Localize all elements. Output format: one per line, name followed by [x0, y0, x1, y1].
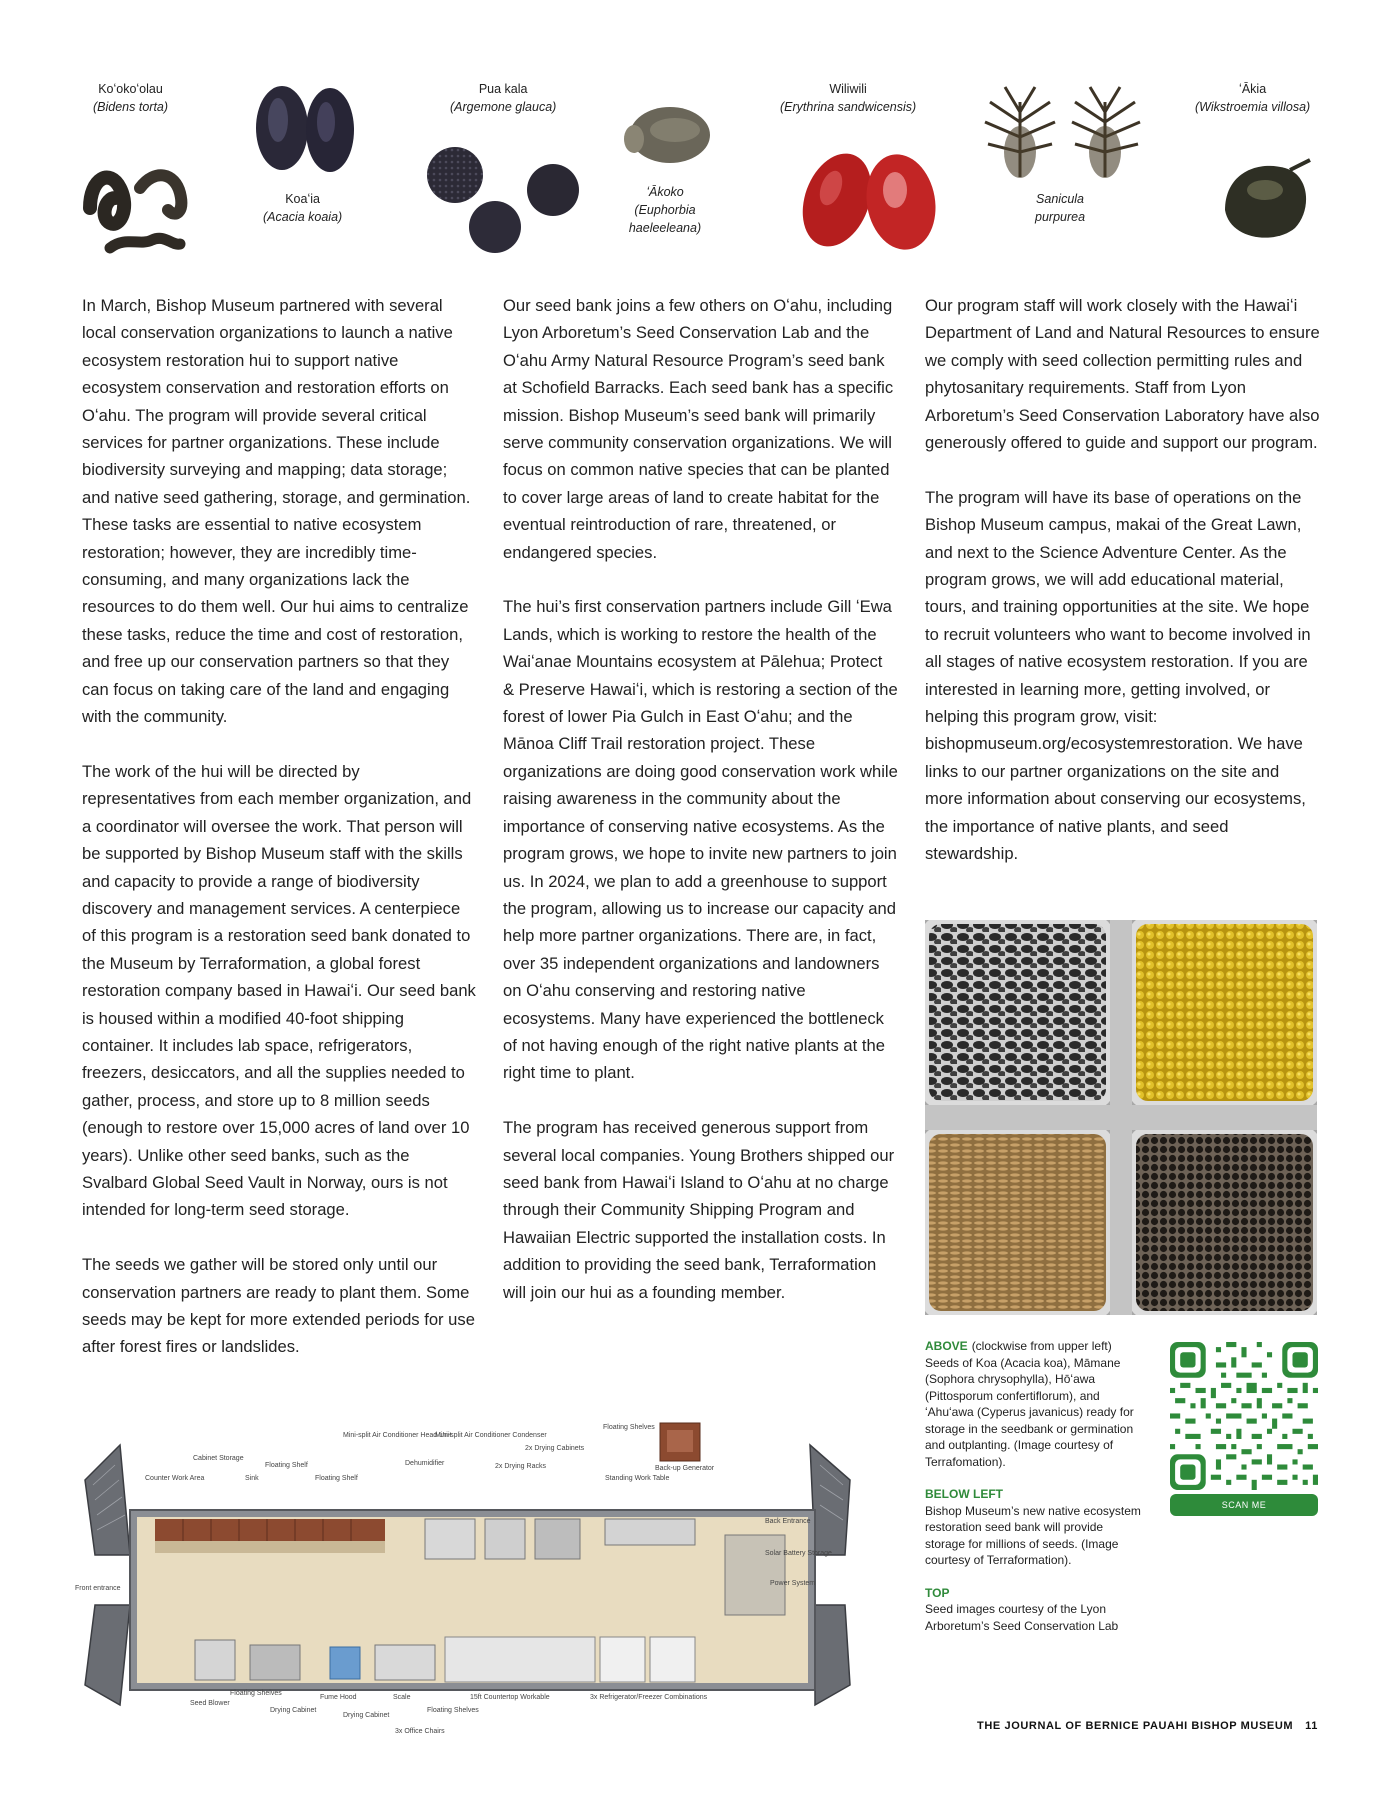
article-column-1	[82, 292, 477, 1388]
seed-label-pua-kala: Pua kala (Argemone glauca)	[450, 82, 557, 114]
journal-title: THE JOURNAL OF BERNICE PAUAHI BISHOP MUSEUM	[977, 1720, 1294, 1732]
diagram-label: Sink	[245, 1475, 259, 1482]
seed-label-akoko: ʻĀkoko (Euphorbia haeleeleana)	[628, 185, 702, 235]
diagram-label: 15ft Countertop Workable	[470, 1694, 550, 1701]
round-seed-icon	[425, 135, 585, 260]
paragraph: Our program staff will work closely with the Hawaiʻi Department of Land and Natural Resources to ensure we comply with seed collection permitting rules and phytosanitary requirements. Staff from Lyon Arboretum’s Seed Conservation Laboratory have also generously offered to guide and support our program.	[925, 296, 1320, 453]
page-number: 11	[1305, 1720, 1318, 1732]
seed-label-koaia: Koaʻia (Acacia koaia)	[263, 192, 343, 224]
qr-code[interactable]	[1170, 1342, 1318, 1512]
diagram-label: Scale	[393, 1694, 411, 1701]
article-column-3	[925, 292, 1320, 895]
diagram-label: Back Entrance	[765, 1518, 811, 1525]
diagram-label: Seed Blower	[190, 1700, 230, 1707]
caption-above: ABOVE (clockwise from upper left) Seeds of Koa (Acacia koa), Māmane (Sophora chrysophylla), Hōʻawa (Pittosporum confertiflorum), and ʻAhuʻawa (Cyperus javanicus) ready for storage in the seedbank or germination and outplanting. (Image courtesy of Terrafomation).	[925, 1339, 1134, 1469]
dark-seed-icon	[1210, 140, 1320, 250]
seed-bank-container-diagram	[75, 1405, 870, 1740]
diagram-label: Power System	[770, 1580, 816, 1587]
paragraph: The work of the hui will be directed by representatives from each member organization, and a coordinator will oversee the work. That person will be supported by Bishop Museum staff with the skills and capacity to provide a range of biodiversity discovery and management services. A centerpiece of this program is a restoration seed bank donated to the Museum by Terraformation, a global forest restoration company based in Hawaiʻi. Our seed bank is housed within a modified 40-foot shipping container. It includes lab space, refrigerators, freezers, desiccators, and all the supplies needed to gather, process, and store up to 8 million seeds (enough to restore over 15,000 acres of land over 10 years). Unlike other seed banks, such as the Svalbard Global Seed Vault in Norway, ours is not intended for long-term seed storage.	[82, 761, 476, 1220]
diagram-label: 3x Office Chairs	[395, 1728, 445, 1735]
diagram-label: Back-up Generator	[655, 1465, 715, 1472]
paragraph: The program will have its base of operations on the Bishop Museum campus, makai of the Great Lawn, and next to the Science Adventure Center. As the program grows, we will add educational material, tours, and training opportunities at the site. We hope to recruit volunteers who want to become involved in all stages of native ecosystem restoration. If you are interested in learning more, getting involved, or helping this program grow, visit: bishopmuseum.org/ecosystemrestoration. We have links to our partner organizations on the site and more information about conserving our ecosystems, the importance of native plants, and seed stewardship.	[925, 487, 1311, 864]
diagram-label: Dehumidifier	[405, 1460, 445, 1467]
diagram-label: 2x Drying Cabinets	[525, 1445, 585, 1452]
qr-code-icon	[1170, 1342, 1318, 1490]
paragraph: In March, Bishop Museum partnered with several local conservation organizations to launch a native ecosystem restoration hui to support native ecosystem conservation and restoration efforts on Oʻahu. The program will provide several critical services for partner organizations. These include biodiversity surveying and mapping; data storage; and native seed gathering, storage, and germination. These tasks are essential to native ecosystem restoration; however, they are incredibly time-consuming, and many organizations lack the resources to do them well. Our hui aims to centralize these tasks, reduce the time and cost of restoration, and free up our conservation partners so that they can focus on taking care of the land and engaging with the community.	[82, 296, 471, 727]
diagram-label: Floating Shelves	[230, 1690, 282, 1697]
seed-label-sanicula: Sanicula purpurea	[1035, 192, 1086, 224]
seed-icon	[620, 95, 715, 175]
diagram-label: Floating Shelf	[315, 1475, 358, 1482]
paragraph: The program has received generous support from several local companies. Young Brothers shipped our seed bank from Hawaiʻi Island to Oʻahu at no charge through their Community Shipping Program and Hawaiian Electric supported the installation costs. In addition to providing the seed bank, Terraformation will join our hui as a founding member.	[503, 1118, 895, 1302]
seed-label-kookoolau: Koʻokoʻolau (Bidens torta)	[93, 82, 169, 114]
paragraph: The hui’s first conservation partners include Gill ʻEwa Lands, which is working to restore the health of the Waiʻanae Mountains ecosystem at Pālehua; Protect & Preserve Hawaiʻi, which is restoring a section of the forest of lower Pia Gulch in East Oʻahu; and the Mānoa Cliff Trail restoration project. These organizations are doing good conservation work while raising awareness in the community about the importance of conserving native ecosystems. As the program grows, we hope to invite new partners to join us. In 2024, we plan to add a greenhouse to support the program, allowing us to increase our capacity and help more partner organizations. There are, in fact, over 35 independent organizations and landowners on Oʻahu conserving and restoring native ecosystems. Many have experienced the bottleneck of not having enough of the right native plants at the right time to plant.	[503, 597, 898, 1083]
paragraph: Our seed bank joins a few others on Oʻahu, including Lyon Arboretum’s Seed Conservation Lab and the Oʻahu Army Natural Resource Program’s seed bank at Schofield Barracks. Each seed bank has a specific mission. Bishop Museum’s seed bank will primarily serve community conservation organizations. We will focus on common native species that can be planted to cover large areas of land to create habitat for the eventual reintroduction of rare, threatened, or endangered species.	[503, 296, 894, 562]
diagram-label: Standing Work Table	[605, 1475, 670, 1482]
paragraph: The seeds we gather will be stored only until our conservation partners are ready to plant them. Some seeds may be kept for more extended periods for use after forest fires or landslides.	[82, 1255, 475, 1357]
diagram-label: Floating Shelf	[265, 1462, 308, 1469]
diagram-label: Drying Cabinet	[270, 1707, 317, 1714]
red-seed-icon	[795, 140, 945, 260]
diagram-label: Drying Cabinet	[343, 1712, 390, 1719]
seed-label-akia: ʻĀkia (Wikstroemia villosa)	[1195, 82, 1311, 114]
diagram-label: Front entrance	[75, 1585, 121, 1592]
diagram-label: Solar Battery Storage	[765, 1550, 832, 1557]
scan-me-label: SCAN ME	[1170, 1494, 1318, 1516]
twisted-seed-icon	[80, 128, 200, 258]
seed-tray-photo	[925, 920, 1317, 1315]
oval-seed-icon	[250, 80, 360, 180]
diagram-label: Floating Shelves	[427, 1707, 479, 1714]
page-footer	[977, 1720, 1318, 1732]
caption-below-left: BELOW LEFT Bishop Museum’s new native ecosystem restoration seed bank will provide storage for millions of seeds. (Image courtesy of Terraformation).	[925, 1487, 1141, 1567]
diagram-label: Fume Hood	[320, 1694, 357, 1701]
photo-captions	[925, 1338, 1145, 1650]
article-column-2	[503, 292, 898, 1333]
diagram-label: Mini-split Air Conditioner Condenser	[435, 1432, 547, 1439]
caption-top: TOP Seed images courtesy of the Lyon Arboretum’s Seed Conservation Lab	[925, 1585, 1119, 1633]
seed-image-strip	[75, 60, 1325, 260]
diagram-label: Floating Shelves	[603, 1424, 655, 1431]
diagram-label: 3x Refrigerator/Freezer Combinations	[590, 1694, 708, 1701]
diagram-label: Mini-split Air Conditioner Head Unit	[343, 1432, 452, 1439]
spiky-seed-icon	[980, 82, 1150, 192]
diagram-label: Counter Work Area	[145, 1475, 205, 1482]
diagram-label: 2x Drying Racks	[495, 1463, 546, 1470]
seed-label-wiliwili: Wiliwili (Erythrina sandwicensis)	[780, 82, 917, 114]
diagram-label: Cabinet Storage	[193, 1455, 244, 1462]
